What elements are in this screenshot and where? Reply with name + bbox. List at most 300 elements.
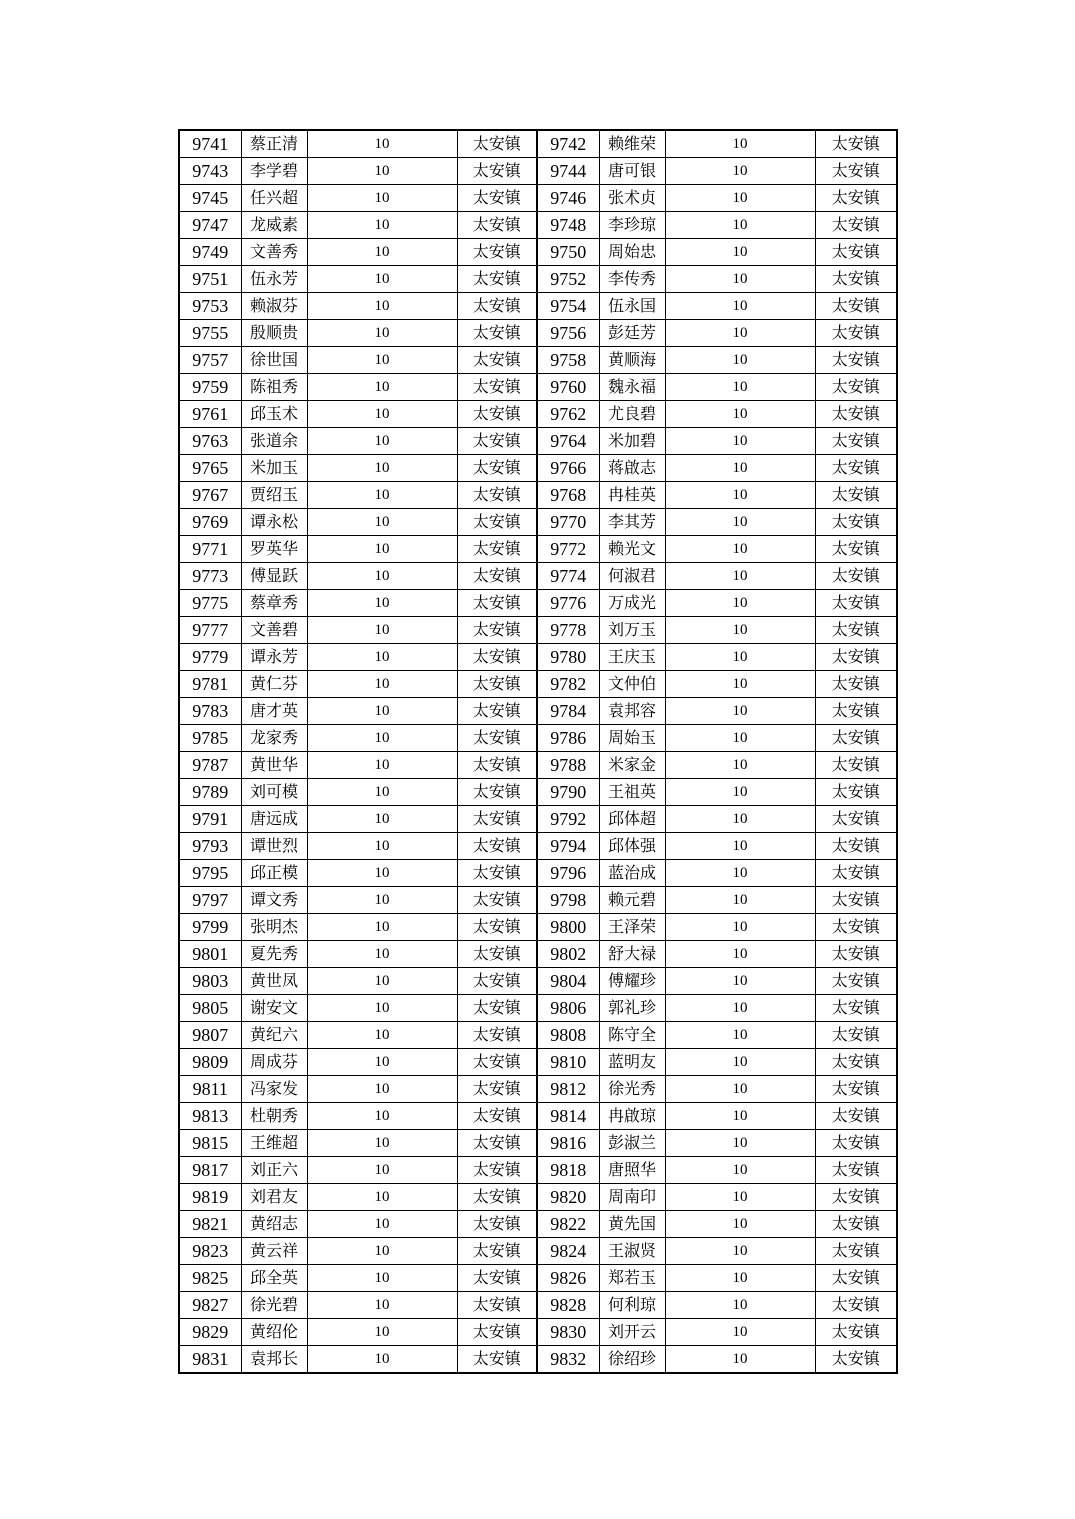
table-row: [179, 1049, 897, 1076]
town-cell: 太安镇: [815, 482, 897, 509]
town-cell: 太安镇: [457, 185, 537, 212]
amount-cell: 10: [307, 1130, 457, 1157]
amount-cell: 10: [307, 563, 457, 590]
name-cell: 冉桂英: [599, 482, 665, 509]
table-row: [179, 374, 897, 401]
amount-cell: 10: [307, 671, 457, 698]
town-cell: 太安镇: [815, 509, 897, 536]
town-cell: 太安镇: [815, 1319, 897, 1346]
town-cell: 太安镇: [815, 212, 897, 239]
amount-cell: 10: [307, 968, 457, 995]
table-row: [179, 212, 897, 239]
id-cell: 9812: [537, 1076, 599, 1103]
town-cell: 太安镇: [457, 455, 537, 482]
amount-cell: 10: [665, 1346, 815, 1374]
name-cell: 蓝明友: [599, 1049, 665, 1076]
town-cell: 太安镇: [815, 968, 897, 995]
table-row: [179, 725, 897, 752]
name-cell: 刘开云: [599, 1319, 665, 1346]
town-cell: 太安镇: [815, 347, 897, 374]
name-cell: 刘正六: [241, 1157, 307, 1184]
table-row: [179, 455, 897, 482]
id-cell: 9757: [179, 347, 241, 374]
id-cell: 9785: [179, 725, 241, 752]
amount-cell: 10: [307, 1049, 457, 1076]
table-row: [179, 806, 897, 833]
amount-cell: 10: [307, 374, 457, 401]
name-cell: 彭廷芳: [599, 320, 665, 347]
id-cell: 9744: [537, 158, 599, 185]
amount-cell: 10: [307, 779, 457, 806]
town-cell: 太安镇: [815, 1184, 897, 1211]
name-cell: 黄世华: [241, 752, 307, 779]
table-row: [179, 752, 897, 779]
town-cell: 太安镇: [457, 509, 537, 536]
town-cell: 太安镇: [457, 428, 537, 455]
table-row: [179, 590, 897, 617]
id-cell: 9745: [179, 185, 241, 212]
town-cell: 太安镇: [815, 1265, 897, 1292]
name-cell: 傅耀珍: [599, 968, 665, 995]
town-cell: 太安镇: [815, 671, 897, 698]
id-cell: 9780: [537, 644, 599, 671]
town-cell: 太安镇: [815, 860, 897, 887]
name-cell: 傅显跃: [241, 563, 307, 590]
amount-cell: 10: [665, 266, 815, 293]
id-cell: 9774: [537, 563, 599, 590]
name-cell: 黄纪六: [241, 1022, 307, 1049]
name-cell: 李珍琼: [599, 212, 665, 239]
id-cell: 9756: [537, 320, 599, 347]
town-cell: 太安镇: [815, 887, 897, 914]
id-cell: 9786: [537, 725, 599, 752]
name-cell: 尤良碧: [599, 401, 665, 428]
town-cell: 太安镇: [457, 914, 537, 941]
town-cell: 太安镇: [457, 293, 537, 320]
town-cell: 太安镇: [457, 401, 537, 428]
amount-cell: 10: [665, 455, 815, 482]
town-cell: 太安镇: [457, 617, 537, 644]
id-cell: 9811: [179, 1076, 241, 1103]
id-cell: 9801: [179, 941, 241, 968]
town-cell: 太安镇: [457, 536, 537, 563]
id-cell: 9824: [537, 1238, 599, 1265]
amount-cell: 10: [665, 968, 815, 995]
amount-cell: 10: [307, 1292, 457, 1319]
amount-cell: 10: [307, 752, 457, 779]
table-row: [179, 1022, 897, 1049]
table-row: [179, 1238, 897, 1265]
name-cell: 黄绍伦: [241, 1319, 307, 1346]
town-cell: 太安镇: [815, 833, 897, 860]
amount-cell: 10: [307, 1238, 457, 1265]
table-row: [179, 1211, 897, 1238]
id-cell: 9828: [537, 1292, 599, 1319]
name-cell: 何利琼: [599, 1292, 665, 1319]
name-cell: 龙威素: [241, 212, 307, 239]
amount-cell: 10: [665, 1157, 815, 1184]
name-cell: 黄先国: [599, 1211, 665, 1238]
id-cell: 9783: [179, 698, 241, 725]
table-row: [179, 347, 897, 374]
amount-cell: 10: [307, 860, 457, 887]
name-cell: 刘万玉: [599, 617, 665, 644]
town-cell: 太安镇: [815, 698, 897, 725]
amount-cell: 10: [665, 239, 815, 266]
town-cell: 太安镇: [815, 1211, 897, 1238]
name-cell: 黄云祥: [241, 1238, 307, 1265]
id-cell: 9742: [537, 130, 599, 158]
table-row: [179, 1184, 897, 1211]
id-cell: 9797: [179, 887, 241, 914]
amount-cell: 10: [307, 887, 457, 914]
id-cell: 9749: [179, 239, 241, 266]
name-cell: 袁邦容: [599, 698, 665, 725]
name-cell: 伍永芳: [241, 266, 307, 293]
amount-cell: 10: [665, 347, 815, 374]
id-cell: 9809: [179, 1049, 241, 1076]
name-cell: 夏先秀: [241, 941, 307, 968]
town-cell: 太安镇: [457, 1238, 537, 1265]
id-cell: 9822: [537, 1211, 599, 1238]
amount-cell: 10: [665, 698, 815, 725]
town-cell: 太安镇: [457, 482, 537, 509]
id-cell: 9790: [537, 779, 599, 806]
amount-cell: 10: [307, 185, 457, 212]
table-row: [179, 1103, 897, 1130]
name-cell: 冯家发: [241, 1076, 307, 1103]
id-cell: 9800: [537, 914, 599, 941]
name-cell: 邱玉术: [241, 401, 307, 428]
id-cell: 9796: [537, 860, 599, 887]
name-cell: 谭世烈: [241, 833, 307, 860]
id-cell: 9784: [537, 698, 599, 725]
amount-cell: 10: [307, 347, 457, 374]
table-row: [179, 833, 897, 860]
amount-cell: 10: [665, 806, 815, 833]
town-cell: 太安镇: [457, 1265, 537, 1292]
id-cell: 9819: [179, 1184, 241, 1211]
amount-cell: 10: [665, 644, 815, 671]
town-cell: 太安镇: [815, 239, 897, 266]
id-cell: 9759: [179, 374, 241, 401]
name-cell: 龙家秀: [241, 725, 307, 752]
name-cell: 周始忠: [599, 239, 665, 266]
name-cell: 谭文秀: [241, 887, 307, 914]
id-cell: 9773: [179, 563, 241, 590]
town-cell: 太安镇: [815, 1157, 897, 1184]
name-cell: 杜朝秀: [241, 1103, 307, 1130]
name-cell: 周成芬: [241, 1049, 307, 1076]
id-cell: 9741: [179, 130, 241, 158]
id-cell: 9751: [179, 266, 241, 293]
name-cell: 邱体强: [599, 833, 665, 860]
amount-cell: 10: [307, 833, 457, 860]
table-row: [179, 698, 897, 725]
name-cell: 赖淑芬: [241, 293, 307, 320]
town-cell: 太安镇: [457, 698, 537, 725]
name-cell: 文善秀: [241, 239, 307, 266]
table-row: [179, 779, 897, 806]
town-cell: 太安镇: [457, 1157, 537, 1184]
table-row: [179, 1292, 897, 1319]
name-cell: 蔡章秀: [241, 590, 307, 617]
town-cell: 太安镇: [457, 1184, 537, 1211]
town-cell: 太安镇: [815, 401, 897, 428]
amount-cell: 10: [665, 941, 815, 968]
amount-cell: 10: [665, 752, 815, 779]
town-cell: 太安镇: [457, 644, 537, 671]
town-cell: 太安镇: [457, 158, 537, 185]
id-cell: 9781: [179, 671, 241, 698]
amount-cell: 10: [665, 833, 815, 860]
town-cell: 太安镇: [457, 1292, 537, 1319]
town-cell: 太安镇: [815, 1076, 897, 1103]
table-row: [179, 266, 897, 293]
id-cell: 9776: [537, 590, 599, 617]
name-cell: 张明杰: [241, 914, 307, 941]
amount-cell: 10: [307, 644, 457, 671]
town-cell: 太安镇: [457, 320, 537, 347]
amount-cell: 10: [665, 860, 815, 887]
table-row: [179, 1076, 897, 1103]
name-cell: 李其芳: [599, 509, 665, 536]
amount-cell: 10: [665, 1103, 815, 1130]
name-cell: 周南印: [599, 1184, 665, 1211]
table-row: [179, 185, 897, 212]
town-cell: 太安镇: [457, 1319, 537, 1346]
name-cell: 万成光: [599, 590, 665, 617]
id-cell: 9748: [537, 212, 599, 239]
id-cell: 9758: [537, 347, 599, 374]
town-cell: 太安镇: [815, 617, 897, 644]
town-cell: 太安镇: [815, 995, 897, 1022]
roster-table: [178, 129, 898, 1374]
id-cell: 9795: [179, 860, 241, 887]
amount-cell: 10: [665, 482, 815, 509]
town-cell: 太安镇: [815, 563, 897, 590]
table-row: [179, 563, 897, 590]
roster-table-body: [179, 130, 897, 1373]
town-cell: 太安镇: [457, 995, 537, 1022]
name-cell: 赖维荣: [599, 130, 665, 158]
id-cell: 9777: [179, 617, 241, 644]
id-cell: 9788: [537, 752, 599, 779]
name-cell: 郭礼珍: [599, 995, 665, 1022]
town-cell: 太安镇: [815, 1292, 897, 1319]
name-cell: 李传秀: [599, 266, 665, 293]
amount-cell: 10: [307, 536, 457, 563]
town-cell: 太安镇: [815, 1103, 897, 1130]
name-cell: 米加碧: [599, 428, 665, 455]
id-cell: 9810: [537, 1049, 599, 1076]
amount-cell: 10: [307, 590, 457, 617]
table-row: [179, 860, 897, 887]
name-cell: 王泽荣: [599, 914, 665, 941]
id-cell: 9821: [179, 1211, 241, 1238]
name-cell: 任兴超: [241, 185, 307, 212]
id-cell: 9761: [179, 401, 241, 428]
town-cell: 太安镇: [815, 130, 897, 158]
amount-cell: 10: [665, 779, 815, 806]
name-cell: 唐照华: [599, 1157, 665, 1184]
name-cell: 文仲伯: [599, 671, 665, 698]
id-cell: 9793: [179, 833, 241, 860]
amount-cell: 10: [665, 536, 815, 563]
id-cell: 9803: [179, 968, 241, 995]
name-cell: 徐世国: [241, 347, 307, 374]
id-cell: 9775: [179, 590, 241, 617]
name-cell: 袁邦长: [241, 1346, 307, 1374]
table-row: [179, 1130, 897, 1157]
town-cell: 太安镇: [815, 725, 897, 752]
town-cell: 太安镇: [815, 644, 897, 671]
town-cell: 太安镇: [815, 428, 897, 455]
town-cell: 太安镇: [815, 158, 897, 185]
town-cell: 太安镇: [815, 1130, 897, 1157]
amount-cell: 10: [307, 1265, 457, 1292]
town-cell: 太安镇: [457, 212, 537, 239]
amount-cell: 10: [665, 320, 815, 347]
name-cell: 王维超: [241, 1130, 307, 1157]
table-row: [179, 401, 897, 428]
id-cell: 9791: [179, 806, 241, 833]
amount-cell: 10: [307, 1022, 457, 1049]
amount-cell: 10: [665, 509, 815, 536]
name-cell: 徐绍珍: [599, 1346, 665, 1374]
amount-cell: 10: [665, 1265, 815, 1292]
table-row: [179, 887, 897, 914]
town-cell: 太安镇: [815, 1049, 897, 1076]
id-cell: 9794: [537, 833, 599, 860]
name-cell: 米加玉: [241, 455, 307, 482]
name-cell: 黄绍志: [241, 1211, 307, 1238]
amount-cell: 10: [665, 995, 815, 1022]
table-row: [179, 617, 897, 644]
name-cell: 蒋啟志: [599, 455, 665, 482]
amount-cell: 10: [665, 887, 815, 914]
id-cell: 9806: [537, 995, 599, 1022]
name-cell: 贾绍玉: [241, 482, 307, 509]
table-row: [179, 130, 897, 158]
amount-cell: 10: [307, 725, 457, 752]
table-row: [179, 941, 897, 968]
town-cell: 太安镇: [815, 590, 897, 617]
id-cell: 9754: [537, 293, 599, 320]
town-cell: 太安镇: [457, 752, 537, 779]
amount-cell: 10: [665, 590, 815, 617]
town-cell: 太安镇: [815, 806, 897, 833]
name-cell: 陈守全: [599, 1022, 665, 1049]
name-cell: 米家金: [599, 752, 665, 779]
amount-cell: 10: [307, 806, 457, 833]
name-cell: 黄仁芬: [241, 671, 307, 698]
name-cell: 周始玉: [599, 725, 665, 752]
id-cell: 9743: [179, 158, 241, 185]
name-cell: 蓝治成: [599, 860, 665, 887]
town-cell: 太安镇: [815, 914, 897, 941]
id-cell: 9827: [179, 1292, 241, 1319]
amount-cell: 10: [307, 482, 457, 509]
amount-cell: 10: [665, 1130, 815, 1157]
name-cell: 徐光秀: [599, 1076, 665, 1103]
amount-cell: 10: [307, 428, 457, 455]
amount-cell: 10: [307, 320, 457, 347]
id-cell: 9830: [537, 1319, 599, 1346]
amount-cell: 10: [307, 1211, 457, 1238]
id-cell: 9752: [537, 266, 599, 293]
town-cell: 太安镇: [457, 1022, 537, 1049]
table-row: [179, 968, 897, 995]
id-cell: 9787: [179, 752, 241, 779]
name-cell: 张术贞: [599, 185, 665, 212]
amount-cell: 10: [307, 698, 457, 725]
id-cell: 9802: [537, 941, 599, 968]
name-cell: 王祖英: [599, 779, 665, 806]
id-cell: 9765: [179, 455, 241, 482]
name-cell: 邱正模: [241, 860, 307, 887]
town-cell: 太安镇: [457, 1049, 537, 1076]
name-cell: 谢安文: [241, 995, 307, 1022]
table-row: [179, 1319, 897, 1346]
name-cell: 赖元碧: [599, 887, 665, 914]
amount-cell: 10: [665, 374, 815, 401]
name-cell: 王庆玉: [599, 644, 665, 671]
amount-cell: 10: [665, 158, 815, 185]
town-cell: 太安镇: [457, 266, 537, 293]
town-cell: 太安镇: [815, 1022, 897, 1049]
id-cell: 9823: [179, 1238, 241, 1265]
name-cell: 徐光碧: [241, 1292, 307, 1319]
name-cell: 冉啟琼: [599, 1103, 665, 1130]
table-row: [179, 1157, 897, 1184]
amount-cell: 10: [665, 293, 815, 320]
id-cell: 9816: [537, 1130, 599, 1157]
id-cell: 9792: [537, 806, 599, 833]
id-cell: 9808: [537, 1022, 599, 1049]
table-row: [179, 536, 897, 563]
town-cell: 太安镇: [457, 671, 537, 698]
name-cell: 黄世凤: [241, 968, 307, 995]
name-cell: 陈祖秀: [241, 374, 307, 401]
name-cell: 舒大禄: [599, 941, 665, 968]
table-row: [179, 482, 897, 509]
id-cell: 9755: [179, 320, 241, 347]
town-cell: 太安镇: [457, 779, 537, 806]
id-cell: 9772: [537, 536, 599, 563]
name-cell: 彭淑兰: [599, 1130, 665, 1157]
id-cell: 9832: [537, 1346, 599, 1374]
town-cell: 太安镇: [457, 374, 537, 401]
town-cell: 太安镇: [457, 968, 537, 995]
amount-cell: 10: [665, 1319, 815, 1346]
id-cell: 9807: [179, 1022, 241, 1049]
id-cell: 9768: [537, 482, 599, 509]
id-cell: 9799: [179, 914, 241, 941]
amount-cell: 10: [307, 1103, 457, 1130]
town-cell: 太安镇: [815, 320, 897, 347]
town-cell: 太安镇: [815, 374, 897, 401]
town-cell: 太安镇: [457, 860, 537, 887]
amount-cell: 10: [307, 158, 457, 185]
name-cell: 伍永国: [599, 293, 665, 320]
town-cell: 太安镇: [457, 1211, 537, 1238]
id-cell: 9753: [179, 293, 241, 320]
amount-cell: 10: [665, 1076, 815, 1103]
id-cell: 9815: [179, 1130, 241, 1157]
town-cell: 太安镇: [457, 833, 537, 860]
id-cell: 9769: [179, 509, 241, 536]
